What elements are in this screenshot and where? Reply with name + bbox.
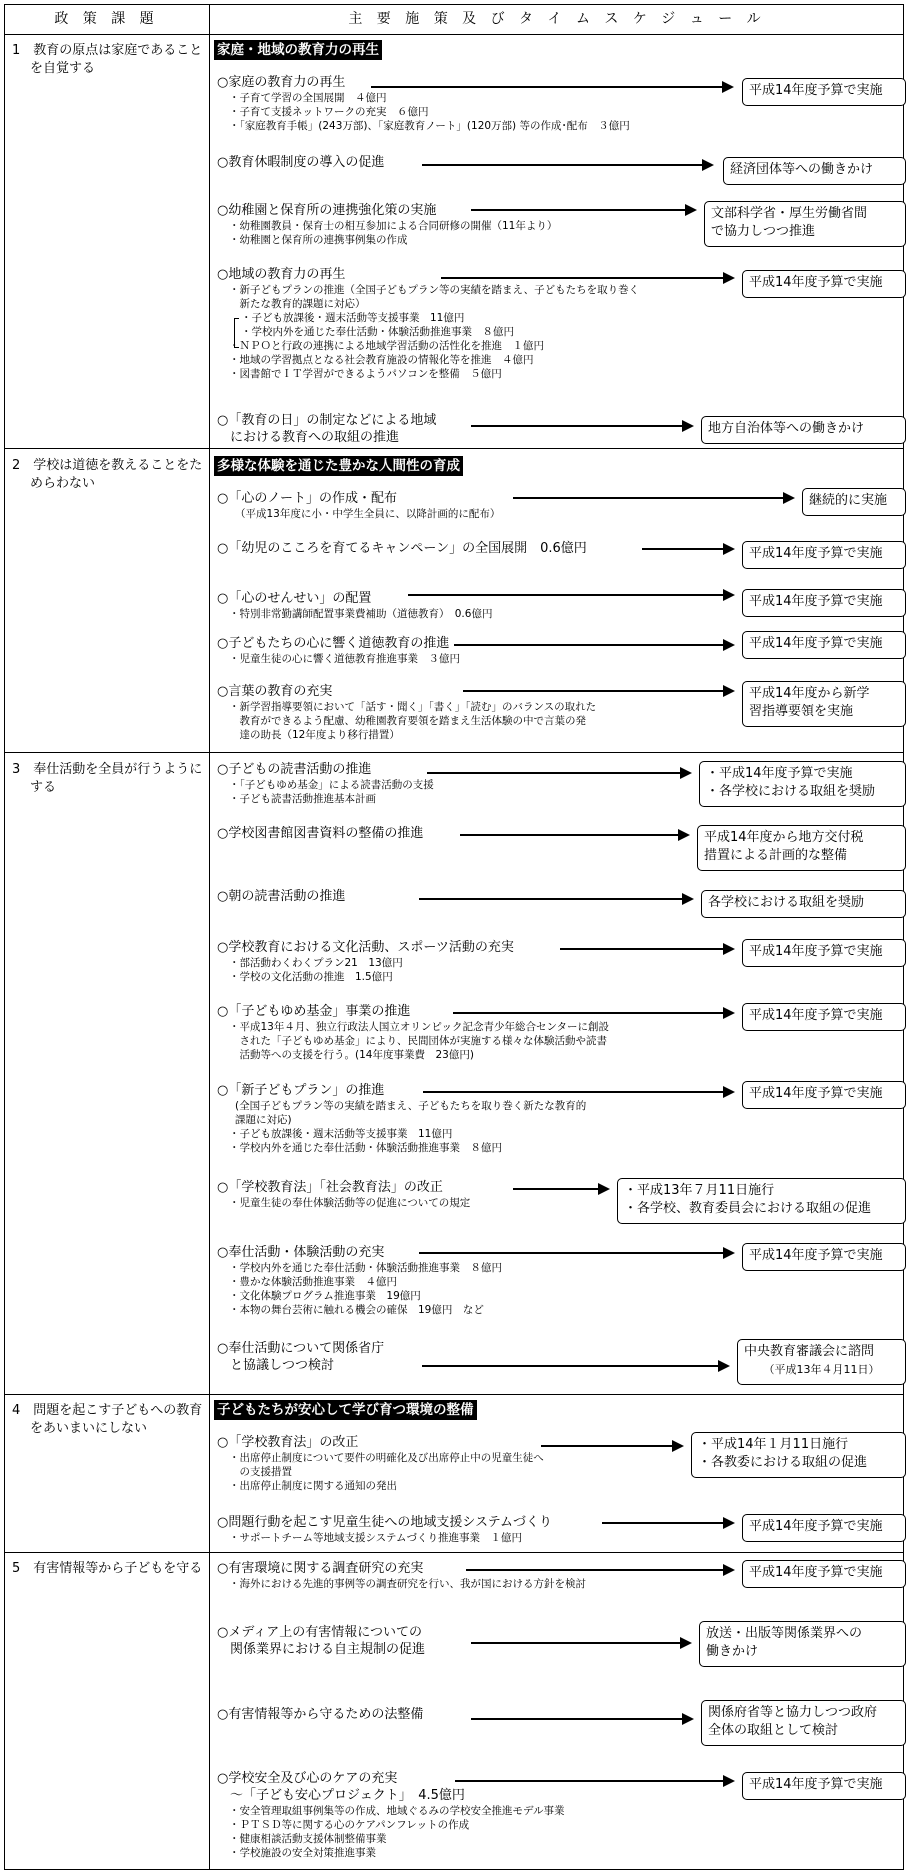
measure-detail: ・健康相談活動支援体制整備事業: [229, 1833, 387, 1845]
row-divider: [4, 1394, 904, 1395]
measure-detail: ・子ども放課後・週末活動等支援事業 11億円: [241, 312, 465, 324]
measure-title: ○奉仕活動について関係省庁: [217, 1341, 385, 1356]
measure-detail: ・地域の学習拠点となる社会教育施設の情報化等を推進 ４億円: [229, 354, 534, 366]
measure-title: ○メディア上の有害情報についての: [217, 1625, 423, 1640]
measure-title: ○子どもの読書活動の推進: [217, 762, 372, 777]
measure-detail: ・ＰＴＳＤ等に関する心のケアパンフレットの作成: [229, 1819, 470, 1831]
measure-item: [217, 1514, 552, 1545]
measure-detail: ・特別非常勤講師配置事業費補助（道徳教育） 0.6億円: [229, 608, 493, 620]
measure-detail: ・学校内外を通じた奉仕活動・体験活動推進事業 ８億円: [241, 326, 514, 338]
measure-item: [217, 761, 434, 806]
measure-title: ○教育休暇制度の導入の促進: [217, 155, 385, 170]
measure-item: [217, 1244, 502, 1317]
schedule-text: 平成14年度予算で実施: [749, 1008, 883, 1023]
measure-title-cont: における教育への取組の推進: [217, 430, 400, 445]
arrow-right-icon: [513, 1188, 608, 1190]
arrow-right-icon: [453, 1012, 733, 1014]
measure-title: ○「心のせんせい」の配置: [217, 591, 372, 606]
measure-detail: ・安全管理取組事例集等の作成、地域ぐるみの学校安全推進モデル事業: [229, 1805, 565, 1817]
measure-detail: ・幼稚園と保育所の連携事例集の作成: [229, 234, 408, 246]
schedule-text: 各学校における取組を奨励: [708, 895, 865, 910]
schedule-box: [742, 1560, 906, 1588]
arrow-right-icon: [471, 1718, 692, 1720]
measure-detail: ・豊かな体験活動推進事業 ４億円: [229, 1276, 397, 1288]
arrow-right-icon: [422, 164, 712, 166]
schedule-box: [742, 1243, 906, 1271]
measure-title: ○朝の読書活動の推進: [217, 889, 346, 904]
section-heading: 多様な体験を通じた豊かな人間性の育成: [214, 456, 463, 476]
schedule-box: [699, 1621, 906, 1667]
schedule-box: [742, 681, 906, 727]
measure-title: ○幼稚園と保育所の連携強化策の実施: [217, 203, 437, 218]
column-divider: [209, 4, 210, 1870]
schedule-box: [697, 825, 906, 871]
measure-detail: 活動等への支援を行う。(14年度事業費 23億円): [229, 1049, 474, 1061]
schedule-box: [691, 1432, 906, 1478]
topic-1: 1 教育の原点は家庭であることを自覚する: [12, 43, 203, 76]
schedule-text: 文部科学省・厚生労働省間: [711, 206, 868, 221]
measure-detail: ・児童生徒の奉仕体験活動等の促進についての規定: [229, 1197, 471, 1209]
measure-detail: ・サポートチーム等地域支援システムづくり推進事業 １億円: [229, 1532, 522, 1544]
arrow-right-icon: [441, 277, 733, 279]
measure-title: ○地域の教育力の再生: [217, 267, 346, 282]
measure-title-cont: と協議しつつ検討: [217, 1358, 335, 1373]
measure-detail: ・海外における先進的事例等の調査研究を行い、我が国における方針を検討: [229, 1578, 586, 1590]
header-divider: [4, 34, 904, 35]
measure-detail: ・文化体験プログラム推進事業 19億円: [229, 1290, 421, 1302]
measure-title: ○「教育の日」の制定などによる地域: [217, 413, 437, 428]
schedule-text: 放送・出版等関係業界への: [706, 1626, 863, 1641]
measure-title-cont: ～「子ども安心プロジェクト」 4.5億円: [217, 1788, 465, 1803]
schedule-text: 習指導要領を実施: [749, 704, 854, 719]
arrow-right-icon: [602, 1522, 733, 1524]
arrow-right-icon: [466, 1569, 733, 1571]
measure-item: [217, 888, 345, 905]
header-policy: 政 策 課 題: [54, 11, 159, 27]
measure-title: ○「学校教育法」の改正: [217, 1435, 359, 1450]
measure-detail: 新たな教育的課題に対応）: [229, 298, 366, 310]
topic-2: 2 学校は道徳を教えることをためらわない: [12, 458, 203, 491]
arrow-right-icon: [541, 1445, 682, 1447]
measure-item: [217, 490, 500, 521]
measure-detail: ・子ども読書活動推進基本計画: [229, 793, 376, 805]
schedule-text: 働きかけ: [706, 1644, 759, 1659]
measure-item: [217, 1624, 425, 1658]
arrow-right-icon: [423, 1091, 733, 1093]
measure-detail: (全国子どもプラン等の実績を踏まえ、子どもたちを取り巻く新たな教育的: [235, 1100, 587, 1112]
measure-item: [217, 540, 587, 557]
schedule-box: [701, 1700, 906, 1746]
row-divider: [4, 448, 904, 449]
schedule-text: （平成13年４月11日）: [763, 1363, 880, 1376]
measure-item: [217, 825, 423, 842]
arrow-right-icon: [471, 1642, 690, 1644]
schedule-text: 継続的に実施: [809, 493, 888, 508]
arrow-right-icon: [460, 834, 688, 836]
schedule-text: ・平成13年７月11日施行: [624, 1183, 775, 1198]
measure-item: [217, 1179, 470, 1210]
measure-item: [217, 266, 639, 381]
measure-title: ○有害情報等から守るための法整備: [217, 1707, 424, 1722]
arrow-right-icon: [471, 425, 692, 427]
schedule-box: [701, 890, 906, 918]
schedule-text: 平成14年度から地方交付税: [704, 830, 864, 845]
schedule-text: ・平成14年度予算で実施: [706, 766, 853, 781]
schedule-text: 地方自治体等への働きかけ: [708, 421, 865, 436]
schedule-box: [737, 1339, 906, 1385]
measure-detail: 教育ができるよう配慮、幼稚園教育要領を踏まえ生活体験の中で言葉の発: [229, 715, 586, 727]
measure-item: [217, 939, 514, 984]
schedule-text: 平成14年度から新学: [749, 686, 870, 701]
measure-detail: ・部活動わくわくプラン21 13億円: [229, 957, 403, 969]
arrow-right-icon: [513, 497, 793, 499]
schedule-text: 経済団体等への働きかけ: [730, 162, 874, 177]
measure-title: ○言葉の教育の充実: [217, 684, 333, 699]
measure-detail: ・学校の文化活動の推進 1.5億円: [229, 971, 393, 983]
schedule-box: [617, 1178, 906, 1224]
measure-detail: ・「子どもゆめ基金」による読書活動の支援: [229, 779, 434, 791]
schedule-text: 平成14年度予算で実施: [749, 1777, 883, 1792]
schedule-box: [742, 1081, 906, 1109]
measure-item: [217, 1706, 423, 1723]
schedule-text: ・各学校、教育委員会における取組の促進: [624, 1201, 872, 1216]
measure-detail: ・本物の舞台芸術に触れる機会の確保 19億円 など: [229, 1304, 484, 1316]
arrow-right-icon: [419, 1252, 733, 1254]
schedule-box: [742, 1003, 906, 1031]
schedule-text: 平成14年度予算で実施: [749, 1565, 883, 1580]
schedule-box: [742, 939, 906, 967]
schedule-text: 平成14年度予算で実施: [749, 594, 883, 609]
arrow-right-icon: [427, 772, 690, 774]
measure-item: [217, 1434, 544, 1493]
schedule-box: [742, 541, 906, 569]
measure-title: ○奉仕活動・体験活動の充実: [217, 1245, 385, 1260]
schedule-text: 平成14年度予算で実施: [749, 1519, 883, 1534]
measure-title: ○学校教育における文化活動、スポーツ活動の充実: [217, 940, 514, 955]
measure-title: ○学校図書館図書資料の整備の推進: [217, 826, 424, 841]
measure-title: ○子どもたちの心に響く道徳教育の推進: [217, 636, 450, 651]
schedule-text: 平成14年度予算で実施: [749, 1086, 883, 1101]
measure-detail: ・平成13年４月、独立行政法人国立オリンピック記念青少年総合センターに創設: [229, 1021, 610, 1033]
measure-title: ○学校安全及び心のケアの充実: [217, 1771, 398, 1786]
row-divider: [4, 752, 904, 753]
measure-detail: ・学校施設の安全対策推進事業: [229, 1847, 376, 1859]
measure-item: [217, 412, 436, 446]
policy-table: [4, 4, 904, 1870]
measure-detail: ・子育て支援ネットワークの充実 ６億円: [229, 106, 429, 118]
schedule-box: [742, 631, 906, 659]
measure-detail: ・「家庭教育手帳」(243万部)、「家庭教育ノート」(120万部) 等の作成･配布 ３億円: [229, 120, 630, 132]
measure-detail: ・図書館でＩＴ学習ができるようパソコンを整備 ５億円: [229, 368, 502, 380]
schedule-text: 全体の取組として検討: [708, 1723, 839, 1738]
arrow-right-icon: [422, 1365, 728, 1367]
schedule-box: [704, 201, 906, 247]
measure-detail: ・子育て学習の全国展開 ４億円: [229, 92, 387, 104]
measure-detail: 課題に対応): [235, 1114, 292, 1126]
arrow-right-icon: [455, 1780, 733, 1782]
measure-detail: の支援措置: [229, 1466, 292, 1478]
arrow-right-icon: [471, 209, 695, 211]
measure-detail: ・子ども放課後・週末活動等支援事業 11億円: [229, 1128, 453, 1140]
measure-title: ○「新子どもプラン」の推進: [217, 1083, 385, 1098]
schedule-box: [742, 1514, 906, 1542]
measure-detail: ・新学習指導要領において「話す・聞く」「書く」「読む」のバランスの取れた: [229, 701, 597, 713]
measure-title: ○有害環境に関する調査研究の充実: [217, 1561, 424, 1576]
measure-item: [217, 1770, 564, 1860]
arrow-right-icon: [463, 690, 733, 692]
topic-3: 3 奉仕活動を全員が行うようにする: [12, 762, 203, 795]
measure-item: [217, 1340, 384, 1374]
topic-4: 4 問題を起こす子どもへの教育をあいまいにしない: [12, 1403, 203, 1436]
schedule-box: [723, 157, 906, 185]
schedule-box: [701, 416, 906, 444]
measure-detail: 達の助長（12年度より移行措置）: [229, 729, 400, 741]
schedule-text: 平成14年度予算で実施: [749, 944, 883, 959]
measure-detail: ・新子どもプランの推進（全国子どもプラン等の実績を踏まえ、子どもたちを取り巻く: [229, 284, 640, 296]
schedule-box: [802, 488, 906, 516]
schedule-text: で協力しつつ推進: [711, 224, 816, 239]
measure-detail: された「子どもゆめ基金」により、民間団体が実施する様々な体験活動や読書: [229, 1035, 607, 1047]
schedule-box: [742, 78, 906, 106]
measure-detail: ・学校内外を通じた奉仕活動・体験活動推進事業 ８億円: [229, 1262, 502, 1274]
section-heading: 家庭・地域の教育力の再生: [214, 40, 382, 60]
measure-title: ○「子どもゆめ基金」事業の推進: [217, 1004, 411, 1019]
header-measures: 主 要 施 策 及 び タ イ ム ス ケ ジ ュ ー ル: [348, 11, 766, 27]
schedule-text: ・各教委における取組の促進: [698, 1455, 868, 1470]
schedule-box: [742, 1772, 906, 1800]
topic-5: 5 有害情報等から子どもを守る: [12, 1561, 203, 1576]
schedule-text: ・各学校における取組を奨励: [706, 784, 876, 799]
measure-title-cont: 関係業界における自主規制の促進: [217, 1642, 426, 1657]
schedule-text: 平成14年度予算で実施: [749, 275, 883, 290]
schedule-text: 平成14年度予算で実施: [749, 546, 883, 561]
measure-title: ○家庭の教育力の再生: [217, 75, 346, 90]
measure-title: ○問題行動を起こす児童生徒への地域支援システムづくり: [217, 1515, 553, 1530]
schedule-text: 措置による計画的な整備: [704, 848, 848, 863]
arrow-right-icon: [560, 948, 733, 950]
measure-title: ○「学校教育法」「社会教育法」の改正: [217, 1180, 443, 1195]
measure-detail: ・出席停止制度に関する通知の発出: [229, 1480, 397, 1492]
measure-detail: ・学校内外を通じた奉仕活動・体験活動推進事業 ８億円: [229, 1142, 502, 1154]
arrow-right-icon: [371, 86, 732, 88]
arrow-right-icon: [454, 644, 733, 646]
measure-item: [217, 1560, 586, 1591]
schedule-box: [699, 761, 906, 807]
arrow-right-icon: [419, 898, 692, 900]
measure-title: ○「心のノート」の作成・配布: [217, 491, 397, 506]
measure-detail: ・児童生徒の心に響く道徳教育推進事業 ３億円: [229, 653, 460, 665]
schedule-box: [742, 270, 906, 298]
measure-title: ○「幼児のこころを育てるキャンペーン」の全国展開 0.6億円: [217, 541, 587, 556]
arrow-right-icon: [642, 548, 733, 550]
measure-item: [217, 154, 384, 171]
arrow-right-icon: [408, 594, 733, 596]
measure-detail: ・ＮＰＯと行政の連携による地域学習活動の活性化を推進 １億円: [229, 340, 544, 352]
schedule-text: 平成14年度予算で実施: [749, 1248, 883, 1263]
schedule-text: 平成14年度予算で実施: [749, 83, 883, 98]
row-divider: [4, 1552, 904, 1553]
measure-detail: ・出席停止制度について要件の明確化及び出席停止中の児童生徒へ: [229, 1452, 544, 1464]
section-heading: 子どもたちが安心して学び育つ環境の整備: [214, 1400, 477, 1420]
measure-detail: ・幼稚園教員・保育士の相互参加による合同研修の開催（11年より）: [229, 220, 558, 232]
measure-detail: （平成13年度に小・中学生全員に、以降計画的に配布）: [235, 508, 501, 520]
schedule-text: 中央教育審議会に諮問: [744, 1344, 875, 1359]
measure-item: [217, 74, 630, 133]
schedule-text: ・平成14年１月11日施行: [698, 1437, 849, 1452]
schedule-text: 平成14年度予算で実施: [749, 636, 883, 651]
measure-item: [217, 635, 460, 666]
schedule-box: [742, 589, 906, 617]
schedule-text: 関係府省等と協力しつつ政府: [708, 1705, 878, 1720]
